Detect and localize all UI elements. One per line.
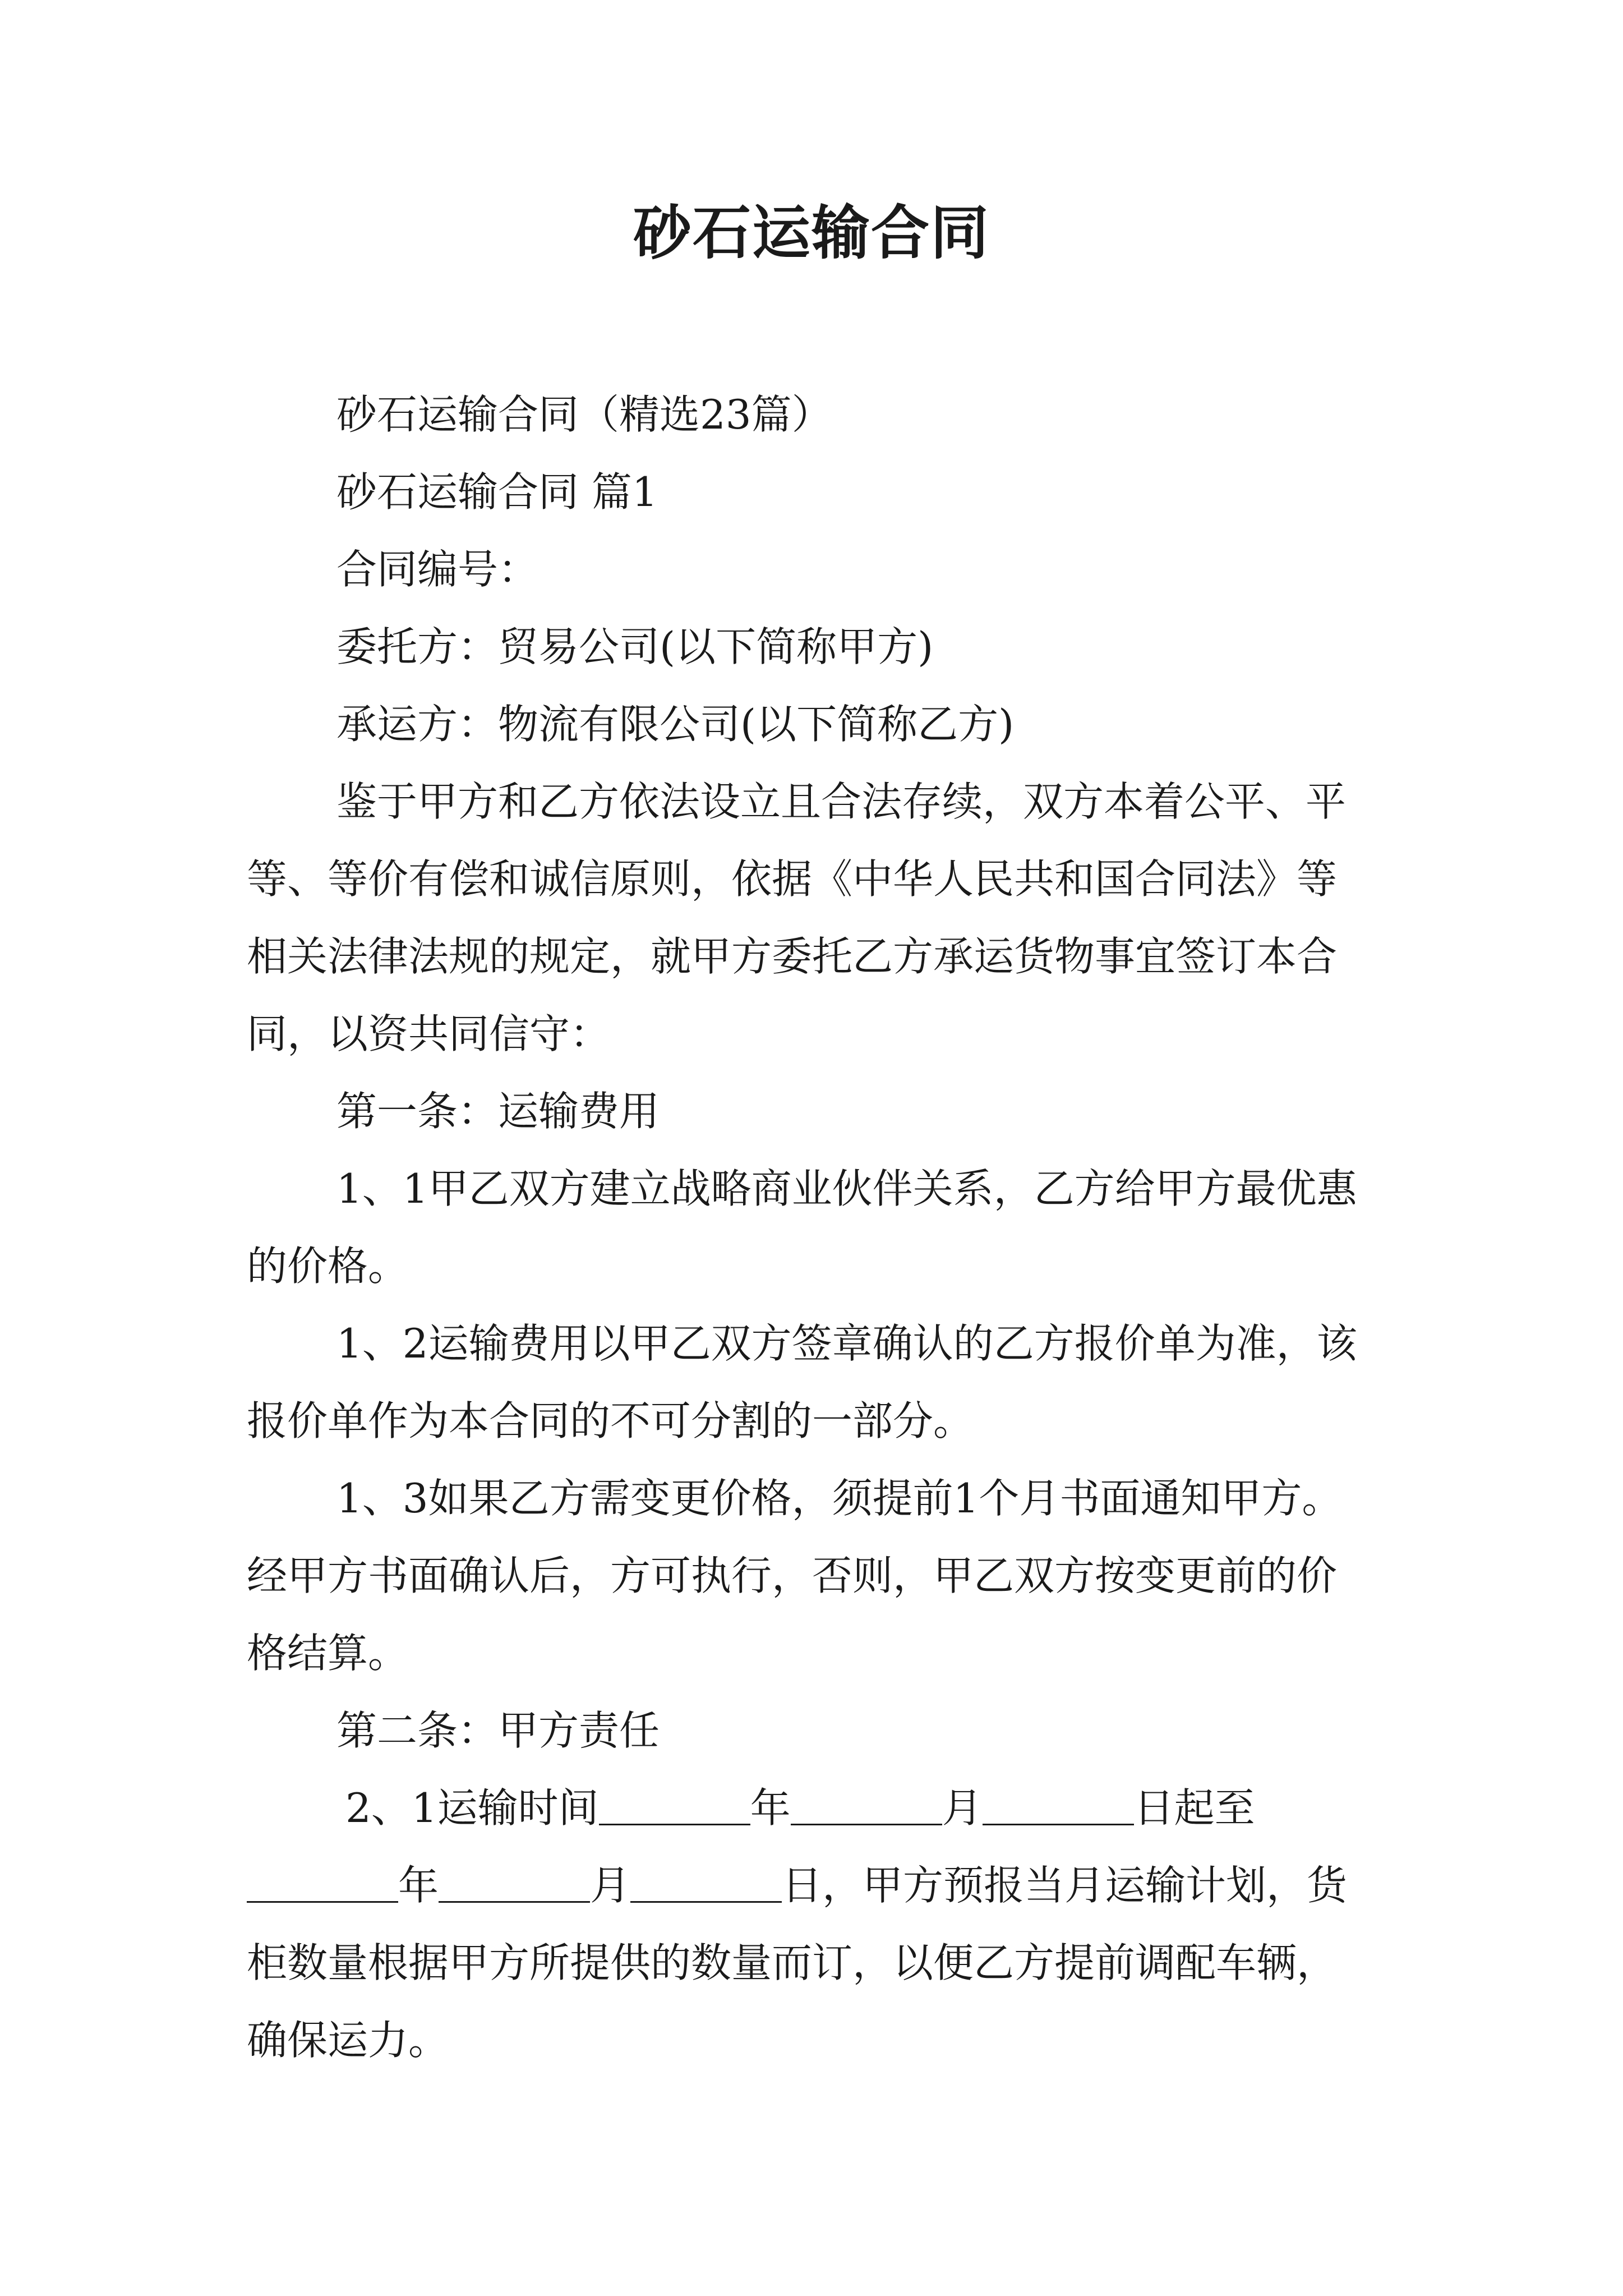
blank-start-month bbox=[791, 1785, 942, 1825]
paragraph-collection-title: 砂石运输合同（精选23篇） bbox=[336, 391, 832, 438]
paragraph-client: 委托方：贸易公司(以下简称甲方) bbox=[336, 623, 934, 670]
paragraph-clause-1-1: 1、1甲乙双方建立战略商业伙伴关系，乙方给甲方最优惠的价格。 bbox=[247, 1165, 1357, 1290]
document-body bbox=[247, 376, 1374, 2079]
paragraph-article-heading: 砂石运输合同 篇1 bbox=[336, 468, 658, 516]
paragraph-clause-2-1 bbox=[247, 1769, 1374, 2079]
blank-end-month bbox=[439, 1862, 590, 1902]
paragraph-clause-1-3: 1、3如果乙方需变更价格，须提前1个月书面通知甲方。经甲方书面确认后，方可执行，否则，甲乙双方按变更前的价格结算。 bbox=[247, 1475, 1343, 1677]
paragraph-contract-number: 合同编号： bbox=[336, 546, 539, 593]
paragraph-article-1-heading: 第一条：运输费用 bbox=[336, 1088, 660, 1135]
paragraph-carrier: 承运方：物流有限公司(以下简称乙方) bbox=[336, 701, 1015, 748]
clause-2-1-month-label-2: 月 bbox=[590, 1862, 631, 1909]
paragraph-clause-1-2: 1、2运输费用以甲乙双方签章确认的乙方报价单为准，该报价单作为本合同的不可分割的一部分。 bbox=[247, 1320, 1357, 1444]
clause-2-1-rest: 日，甲方预报当月运输计划，货柜数量根据甲方所提供的数量而订，以便乙方提前调配车辆，确保运力。 bbox=[247, 1862, 1348, 2064]
paragraph-preamble: 鉴于甲方和乙方依法设立且合法存续，双方本着公平、平等、等价有偿和诚信原则，依据《中华人民共和国合同法》等相关法律法规的规定，就甲方委托乙方承运货物事宜签订本合同，以资共同信守： bbox=[247, 778, 1347, 1057]
clause-2-1-month-label-1: 月 bbox=[942, 1784, 983, 1832]
blank-end-day bbox=[630, 1862, 782, 1902]
paragraph-article-2-heading: 第二条：甲方责任 bbox=[336, 1707, 660, 1754]
clause-2-1-day-label-1: 日起至 bbox=[1133, 1784, 1255, 1832]
document-title: 砂石运输合同 bbox=[633, 198, 990, 267]
clause-2-1-prefix: 2、1运输时间 bbox=[345, 1784, 599, 1832]
blank-end-year bbox=[247, 1862, 398, 1902]
blank-start-year bbox=[599, 1785, 750, 1825]
clause-2-1-year-label-1: 年 bbox=[750, 1784, 791, 1832]
blank-start-day bbox=[983, 1785, 1134, 1825]
clause-2-1-year-label-2: 年 bbox=[398, 1862, 439, 1909]
